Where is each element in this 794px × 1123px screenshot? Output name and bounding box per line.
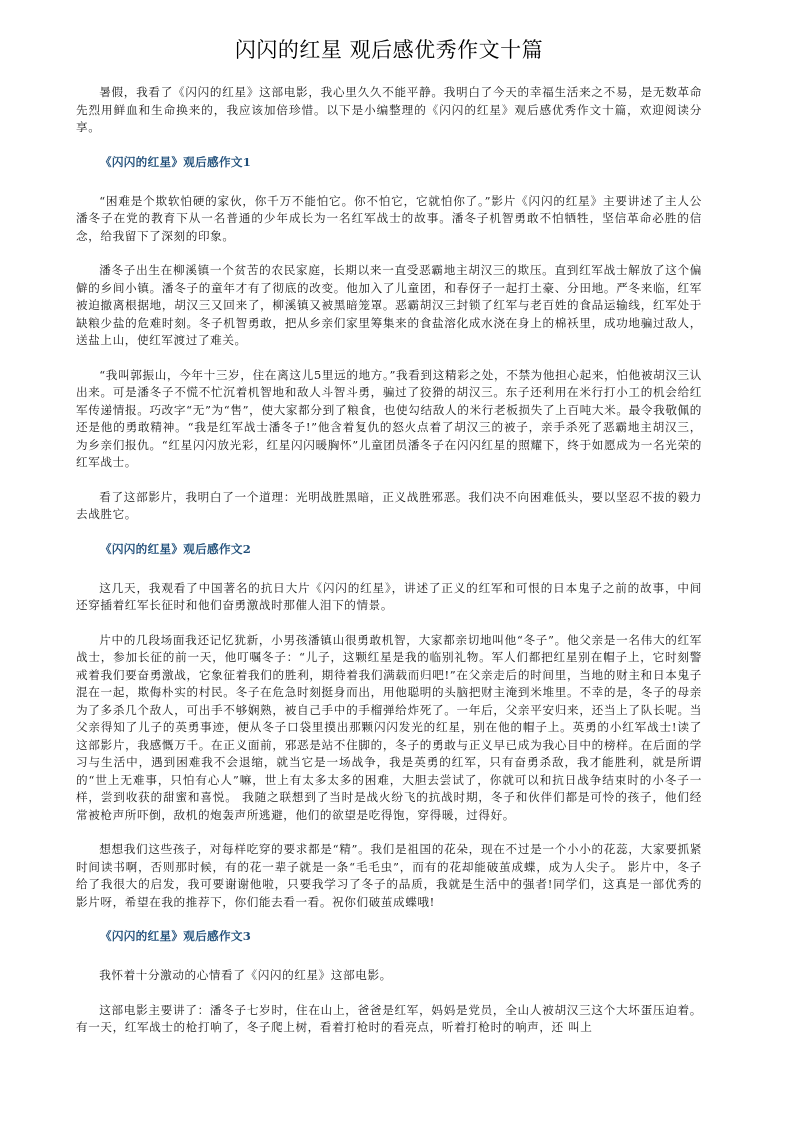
essay-section-2: [76, 541, 702, 912]
section-heading: 《闪闪的红星》观后感作文2: [100, 541, 252, 556]
document-title: 闪闪的红星 观后感优秀作文十篇: [234, 38, 544, 62]
paragraph: “困难是个欺软怕硬的家伙，你千万不能怕它。你不怕它，它就怕你了。”影片《闪闪的红星》主要讲述了主人公潘冬子在党的教育下从一名普通的少年成长为一名红军战士的故事。潘冬子机智勇敢不怕牺牲，坚信革命必胜的信念，给我留下了深刻的印象。: [76, 193, 702, 243]
essay-section-3: [76, 928, 702, 1037]
essay-section-1: [76, 154, 702, 524]
paragraph: “我叫郭振山，今年十三岁，住在离这儿5里远的地方。”我看到这精彩之处，不禁为他担心起来，怕他被胡汉三认出来。可是潘冬子不慌不忙沉着机智地和敌人斗智斗勇，骗过了狡猾的胡汉三。东子还利用在米行打小工的机会给红军传递情报。巧改字“无”为“售”，使大家都分到了粮食，也使勾结敌人的米行老板损失了上百吨大米。最令我敬佩的还是他的勇敢精神。“我是红军战士潘冬子!”他含着复仇的怒火点着了胡汉三的被子，亲手杀死了恶霸地主胡汉三，为乡亲们报仇。“红星闪闪放光彩，红星闪闪暖胸怀”儿童团员潘冬子在闪闪红星的照耀下，终于如愿成为一名光荣的红军战士。: [76, 367, 702, 469]
paragraph: 潘冬子出生在柳溪镇一个贫苦的农民家庭，长期以来一直受恶霸地主胡汉三的欺压。直到红军战士解放了这个偏僻的乡间小镇。潘冬子的童年才有了彻底的改变。他加入了儿童团，和春伢子一起打土豪、分田地。严冬来临，红军被迫撤离根据地，胡汉三又回来了，柳溪镇又被黑暗笼罩。恶霸胡汉三封锁了红军与老百姓的食品运输线，红军处于缺粮少盐的危难时刻。冬子机智勇敢，把从乡亲们家里筹集来的食盐溶化成水浇在身上的棉袄里，成功地骗过敌人，送盐上山，使红军渡过了难关。: [76, 263, 702, 347]
intro-paragraph: 暑假，我看了《闪闪的红星》这部电影，我心里久久不能平静。我明白了今天的幸福生活来之不易，是无数革命先烈用鲜血和生命换来的，我应该加倍珍惜。以下是小编整理的《闪闪的红星》观后感优秀作文十篇，欢迎阅读分享。: [76, 85, 702, 134]
paragraph: 片中的几段场面我还记忆犹新，小男孩潘镇山很勇敢机智，大家都亲切地叫他“冬子”。他父亲是一名伟大的红军战士，参加长征的前一天，他叮嘱冬子：“儿子，这颗红星是我的临别礼物。军人们都把红星别在帽子上，它时刻警戒着我们要奋勇激战，它象征着我们的胜利，期待着我们满载而归吧!”在父亲走后的时间里，当地的财主和日本鬼子混在一起，欺侮朴实的村民。冬子在危急时刻挺身而出，用他聪明的头脑把财主淹到米堆里。不幸的是，冬子的母亲为了多杀几个敌人，可出手不够娴熟，被自己手中的手榴弹给炸死了。一年后，父亲平安归来，还当上了队长呢。当父亲得知了儿子的英勇事迹，便从冬子口袋里摸出那颗闪闪发光的红星，别在他的帽子上。英勇的小红军战士!读了这部影片，我感慨万千。在正义面前，邪恶是站不住脚的，冬子的勇敢与正义早已成为我心目中的榜样。在后面的学习与生活中，遇到困难我不会退缩，就当它是一场战争，我是英勇的红军，只有奋勇杀敌，我才能胜利，就是所谓的“世上无难事，只怕有心人”嘛，世上有太多太多的困难，大胆去尝试了，你就可以和抗日战争结束时的小冬子一样，尝到收获的甜蜜和喜悦。 我随之联想到了当时是战火纷飞的抗战时期，冬子和伙伴们都是可怜的孩子，他们经常被枪声所吓倒，敌机的炮轰声所逃避，他们的欲望是吃得饱，穿得暖，过得好。: [76, 632, 702, 822]
section-heading: 《闪闪的红星》观后感作文1: [100, 154, 252, 169]
paragraph: 想想我们这些孩子，对每样吃穿的要求都是“精”。我们是祖国的花朵，现在不过是一个小小的花蕊，大家要抓紧时间读书啊，否则那时候，有的花一辈子就是一条“毛毛虫”，而有的花却能破茧成蝶，成为人尖子。 影片中，冬子给了我很大的启发，我可要谢谢他啦，只要我学习了冬子的品质，我就是生活中的强者!同学们，这真是一部优秀的影片呀，希望在我的推荐下，你们能去看一看。祝你们破茧成蝶哦!: [76, 842, 702, 909]
section-heading: 《闪闪的红星》观后感作文3: [100, 929, 252, 943]
paragraph: 看了这部影片，我明白了一个道理：光明战胜黑暗，正义战胜邪恶。我们决不向困难低头，要以坚忍不拔的毅力去战胜它。: [76, 489, 702, 521]
paragraph: 这几天，我观看了中国著名的抗日大片《闪闪的红星》，讲述了正义的红军和可恨的日本鬼子之前的故事，中间还穿插着红军长征时和他们奋勇激战时那催人泪下的情景。: [76, 580, 702, 612]
paragraph: 这部电影主要讲了：潘冬子七岁时，住在山上，爸爸是红军，妈妈是党员，全山人被胡汉三这个大坏蛋压迫着。有一天，红军战士的枪打响了，冬子爬上树，看着打枪时的看亮点，听着打枪时的响声，还 叫上: [76, 1002, 702, 1034]
paragraph: 我怀着十分激动的心情看了《闪闪的红星》这部电影。: [99, 968, 392, 982]
